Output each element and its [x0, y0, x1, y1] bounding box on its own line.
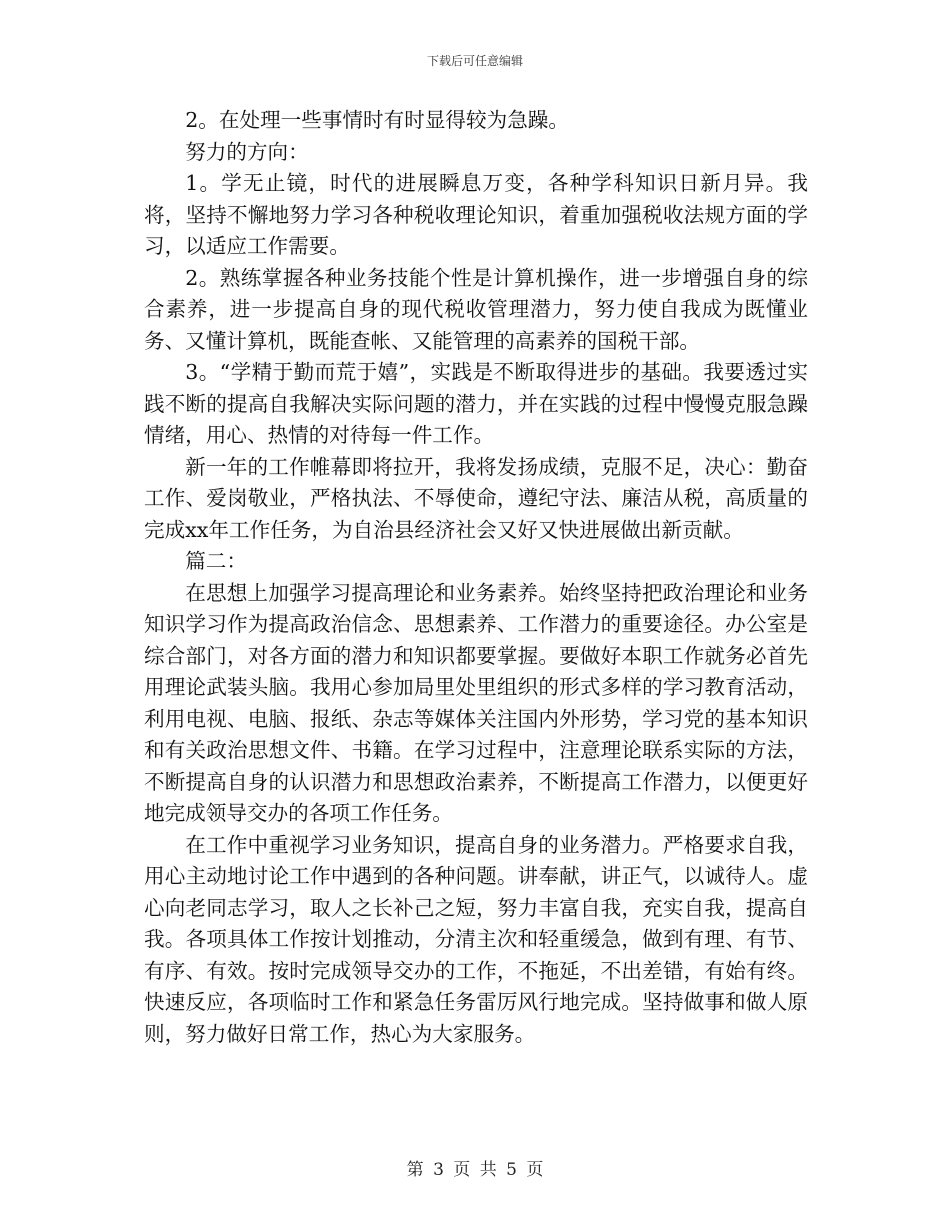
paragraph: 2。熟练掌握各种业务技能个性是计算机操作，进一步增强自身的综合素养，进一步提高自身的现代税收管理潜力，努力使自我成为既懂业务、又懂计算机，既能查帐、又能管理的高素养的国税干部。 [144, 265, 808, 353]
paragraph: 1。学无止镜，时代的进展瞬息万变，各种学科知识日新月异。我将，坚持不懈地努力学习各种税收理论知识，着重加强税收法规方面的学习，以适应工作需要。 [144, 171, 808, 258]
paragraph: 在工作中重视学习业务知识，提高自身的业务潜力。严格要求自我，用心主动地讨论工作中遇到的各种问题。讲奉献，讲正气，以诚待人。虚心向老同志学习，取人之长补己之短，努力丰富自我，充实自我，提高自我。各项具体工作按计划推动，分清主次和轻重缓急，做到有理、有节、有序、有效。按时完成领导交办的工作，不拖延，不出差错，有始有终。快速反应，各项临时工作和紧急任务雷厉风行地完成。坚持做事和做人原则，努力做好日常工作，热心为大家服务。 [144, 832, 808, 1046]
page-header: 下载后可任意编辑 [426, 54, 523, 68]
page-number: 第 3 页 共 5 页 [406, 1160, 544, 1180]
paragraph: 3。“学精于勤而荒于嬉”，实践是不断取得进步的基础。我要透过实践不断的提高自我解决实际问题的潜力，并在实践的过程中慢慢克服急躁情绪，用心、热情的对待每一件工作。 [144, 360, 808, 447]
paragraph: 努力的方向： [185, 139, 309, 164]
paragraph: 新一年的工作帷幕即将拉开，我将发扬成绩，克服不足，决心：勤奋工作、爱岗敬业，严格执法、不辱使命，遵纪守法、廉洁从税，高质量的完成xx年工作任务，为自治县经济社会又好又快进展做出新贡献。 [144, 454, 808, 542]
document-body [144, 105, 808, 1050]
paragraph: 在思想上加强学习提高理论和业务素养。始终坚持把政治理论和业务知识学习作为提高政治信念、思想素养、工作潜力的重要途径。办公室是综合部门，对各方面的潜力和知识都要掌握。要做好本职工作就务必首先用理论武装头脑。我用心参加局里处里组织的形式多样的学习教育活动，利用电视、电脑、报纸、杂志等媒体关注国内外形势，学习党的基本知识和有关政治思想文件、书籍。在学习过程中，注意理论联系实际的方法，不断提高自身的认识潜力和思想政治素养，不断提高工作潜力，以便更好地完成领导交办的各项工作任务。 [144, 580, 808, 825]
section-heading: 篇二： [185, 549, 247, 573]
paragraph: 2。在处理一些事情时有时显得较为急躁。 [185, 108, 569, 132]
